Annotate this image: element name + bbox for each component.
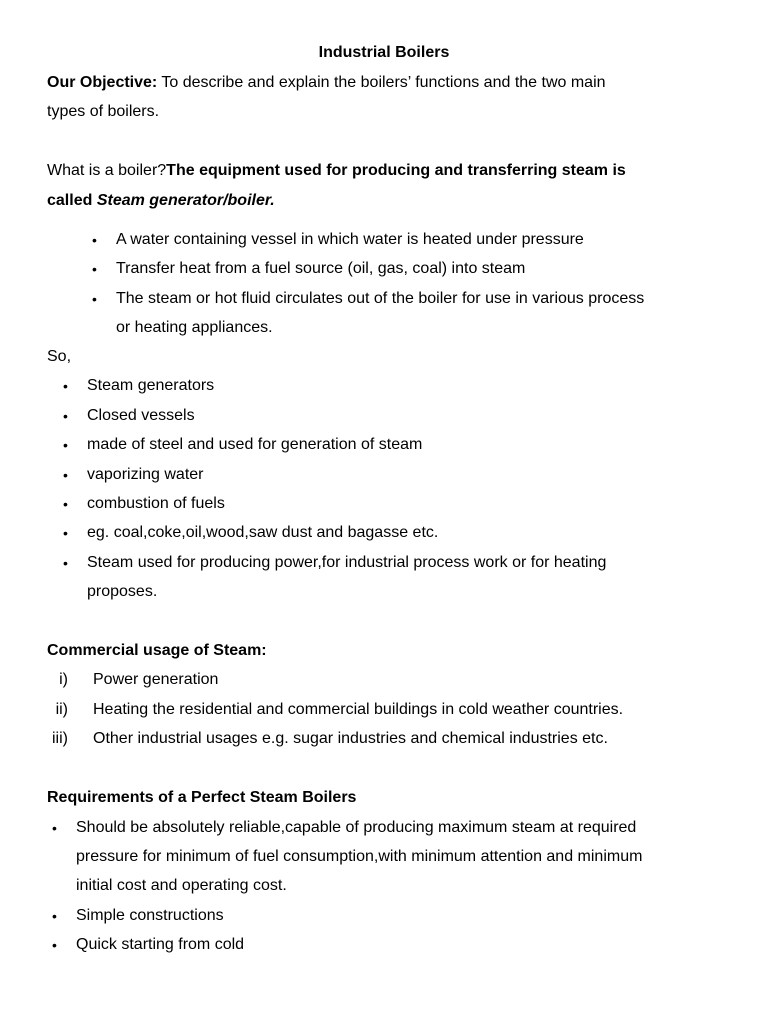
boiler-point: A water containing vessel in which water is heated under pressure [116,231,584,248]
bullet-icon: • [63,525,68,541]
document-title: Industrial Boilers [318,44,450,61]
bullet-icon: • [52,937,57,953]
so-point: eg. coal,coke,oil,wood,saw dust and bagasse etc. [87,524,439,541]
bullet-icon: • [92,232,97,248]
so-point: Steam used for producing power,for industrial process work or for heating [87,554,607,571]
so-label: So, [47,348,72,365]
objective-label: Our Objective: [47,74,158,91]
requirement-continuation: initial cost and operating cost. [76,877,287,894]
objective-line-1 [47,73,606,93]
roman-numeral: iii) [52,730,68,747]
so-point: vaporizing water [87,466,204,483]
requirements-heading: Requirements of a Perfect Steam Boilers [47,789,357,806]
bullet-icon: • [63,467,68,483]
bullet-icon: • [63,496,68,512]
so-point: combustion of fuels [87,495,225,512]
definition-answer-1: The equipment used for producing and transferring steam is [166,162,626,179]
commercial-item: Other industrial usages e.g. sugar industries and chemical industries etc. [93,730,608,747]
requirement-continuation: pressure for minimum of fuel consumption,with minimum attention and minimum [76,848,643,865]
boiler-point: The steam or hot fluid circulates out of the boiler for use in various process [116,290,645,307]
bullet-icon: • [63,408,68,424]
boiler-point: Transfer heat from a fuel source (oil, gas, coal) into steam [116,260,526,277]
commercial-heading: Commercial usage of Steam: [47,642,267,659]
so-point: Steam generators [87,377,215,394]
bullet-icon: • [63,555,68,571]
bullet-icon: • [63,437,68,453]
definition-answer-prefix: called [47,192,97,209]
commercial-item: Power generation [93,671,219,688]
definition-line-2 [47,191,275,211]
boiler-point-continuation: or heating appliances. [116,319,273,336]
definition-line-1 [47,161,626,181]
bullet-icon: • [92,261,97,277]
requirement-item: Simple constructions [76,907,224,924]
definition-term: Steam generator/boiler. [96,192,275,209]
so-point: made of steel and used for generation of steam [87,436,423,453]
objective-text-1: To describe and explain the boilers’ functions and the two main [157,74,606,91]
objective-text-2: types of boilers. [47,103,160,120]
roman-numeral: i) [59,671,68,688]
requirement-item: Should be absolutely reliable,capable of producing maximum steam at required [76,819,637,836]
requirement-item: Quick starting from cold [76,936,245,953]
bullet-icon: • [52,820,57,836]
so-point: Closed vessels [87,407,195,424]
bullet-icon: • [63,378,68,394]
roman-numeral: ii) [55,701,68,718]
so-point-continuation: proposes. [87,583,158,600]
bullet-icon: • [52,908,57,924]
commercial-item: Heating the residential and commercial buildings in cold weather countries. [93,701,624,718]
bullet-icon: • [92,291,97,307]
definition-question: What is a boiler? [47,162,167,179]
